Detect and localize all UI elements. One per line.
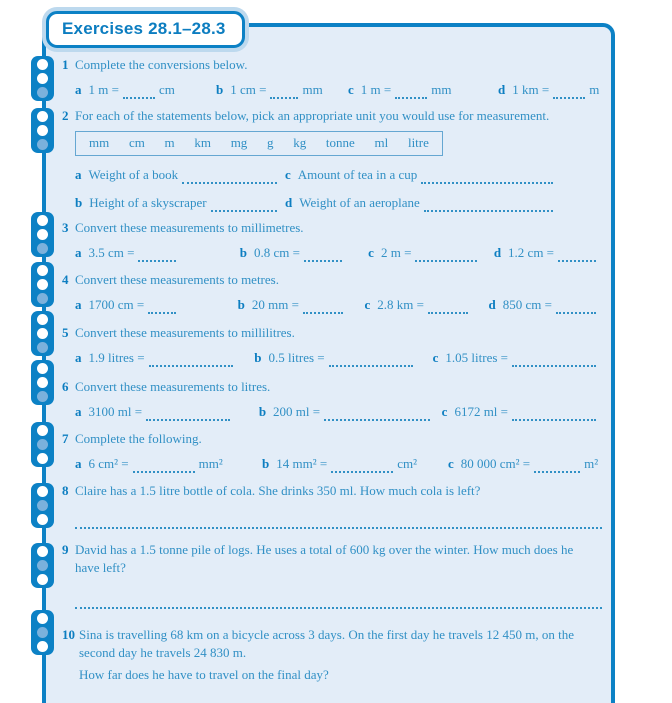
unit-option: mg xyxy=(230,135,248,150)
clip-hole-icon xyxy=(37,425,48,436)
question-text: Convert these measurements to millilitres. xyxy=(75,325,295,340)
clip-hole-icon xyxy=(37,627,48,638)
clip-hole-icon xyxy=(37,314,48,325)
question-text: Convert these measurements to millimetres. xyxy=(75,220,304,235)
clip-hole-icon xyxy=(37,139,48,150)
part-label: b xyxy=(258,404,267,419)
part-unit: mm xyxy=(431,82,452,97)
part-text: 0.5 litres = xyxy=(268,350,325,365)
clip-hole-icon xyxy=(37,546,48,557)
answer-blank xyxy=(331,459,393,473)
clip-hole-icon xyxy=(37,279,48,290)
question-number: 6 xyxy=(62,379,69,394)
part-label: d xyxy=(285,195,293,210)
question-number: 3 xyxy=(62,220,69,235)
part-text: 3100 ml = xyxy=(88,404,143,419)
answer-blank xyxy=(133,459,195,473)
question-number: 1 xyxy=(62,57,69,72)
answer-blank xyxy=(415,248,477,262)
binder-clip xyxy=(31,212,54,257)
part-label: a xyxy=(75,82,82,97)
part-label: b xyxy=(237,297,245,312)
question-2 xyxy=(62,107,600,212)
part-label: c xyxy=(348,82,354,97)
part-text: 2 m = xyxy=(380,245,412,260)
binder-clip xyxy=(31,610,54,655)
page-title xyxy=(46,11,245,48)
part-label: c xyxy=(285,167,291,182)
binder-clip xyxy=(31,360,54,405)
clip-hole-icon xyxy=(37,560,48,571)
answer-blank xyxy=(556,300,596,314)
part-label: b xyxy=(254,350,262,365)
part-text: Height of a skyscraper xyxy=(89,195,207,210)
part-unit: m xyxy=(589,82,600,97)
question-text: Claire has a 1.5 litre bottle of cola. She drinks 350 ml. How much cola is left? xyxy=(75,483,481,498)
part-unit: mm xyxy=(302,82,323,97)
part-label: d xyxy=(498,82,506,97)
clip-hole-icon xyxy=(37,342,48,353)
unit-option: kg xyxy=(293,135,307,150)
part-text: 1.9 litres = xyxy=(88,350,145,365)
part-text: 850 cm = xyxy=(502,297,552,312)
part-label: c xyxy=(364,297,371,312)
question-number: 10 xyxy=(62,627,75,642)
question-3 xyxy=(62,219,600,262)
part-label: a xyxy=(75,456,82,471)
binder-clip xyxy=(31,262,54,307)
clip-hole-icon xyxy=(37,215,48,226)
answer-blank xyxy=(304,248,342,262)
part-label: a xyxy=(75,167,82,182)
binder-clip xyxy=(31,56,54,101)
clip-hole-icon xyxy=(37,439,48,450)
question-text: Convert these measurements to metres. xyxy=(75,272,279,287)
question-number: 4 xyxy=(62,272,69,287)
clip-hole-icon xyxy=(37,73,48,84)
part-unit: m² xyxy=(584,456,599,471)
part-label: b xyxy=(216,82,224,97)
question-5 xyxy=(62,324,600,367)
part-text: 6 cm² = xyxy=(88,456,129,471)
part-unit: mm² xyxy=(198,456,223,471)
clip-hole-icon xyxy=(37,363,48,374)
clip-hole-icon xyxy=(37,293,48,304)
clip-hole-icon xyxy=(37,59,48,70)
clip-hole-icon xyxy=(37,391,48,402)
part-label: d xyxy=(493,245,502,260)
unit-option: ml xyxy=(374,135,389,150)
clip-hole-icon xyxy=(37,500,48,511)
answer-blank xyxy=(558,248,596,262)
answer-line xyxy=(75,595,602,609)
unit-option: km xyxy=(194,135,211,150)
part-label: a xyxy=(75,245,82,260)
clip-hole-icon xyxy=(37,453,48,464)
question-number: 8 xyxy=(62,483,69,498)
part-label: c xyxy=(448,456,454,471)
part-label: b xyxy=(262,456,270,471)
part-text: 1 m = xyxy=(88,82,119,97)
answer-blank xyxy=(182,170,277,184)
part-label: c xyxy=(432,350,439,365)
part-text: 200 ml = xyxy=(273,404,321,419)
answer-blank xyxy=(270,85,298,99)
clip-hole-icon xyxy=(37,111,48,122)
part-text: 1 km = xyxy=(512,82,550,97)
clip-hole-icon xyxy=(37,265,48,276)
binder-clip xyxy=(31,483,54,528)
part-label: c xyxy=(368,245,374,260)
answer-blank xyxy=(146,407,230,421)
answer-blank xyxy=(428,300,468,314)
page-title-text: Exercises 28.1–28.3 xyxy=(62,19,226,38)
answer-blank xyxy=(424,198,553,212)
part-label: a xyxy=(75,297,82,312)
question-7 xyxy=(62,430,600,473)
answer-blank xyxy=(329,353,413,367)
answer-blank xyxy=(148,300,176,314)
answer-blank xyxy=(553,85,585,99)
question-4 xyxy=(62,271,600,314)
question-text: Complete the following. xyxy=(75,431,202,446)
question-text: Sina is travelling 68 km on a bicycle across 3 days. On the first day he travels 12 450 m, on the second day he travels 24 830 m. xyxy=(79,627,574,660)
question-10 xyxy=(62,626,600,684)
clip-hole-icon xyxy=(37,125,48,136)
question-followup-text: How far does he have to travel on the final day? xyxy=(79,667,329,682)
answer-blank xyxy=(395,85,427,99)
part-label: b xyxy=(239,245,247,260)
unit-option: mm xyxy=(89,135,110,150)
part-label: c xyxy=(441,404,448,419)
unit-option: m xyxy=(164,135,175,150)
unit-option: g xyxy=(267,135,274,150)
question-text: Complete the conversions below. xyxy=(75,57,248,72)
part-text: 1.05 litres = xyxy=(445,350,508,365)
answer-blank xyxy=(512,407,596,421)
clip-hole-icon xyxy=(37,229,48,240)
unit-option: cm xyxy=(128,135,145,150)
clip-hole-icon xyxy=(37,87,48,98)
answer-blank xyxy=(512,353,596,367)
unit-option: litre xyxy=(407,135,429,150)
question-number: 5 xyxy=(62,325,69,340)
part-label: b xyxy=(75,195,83,210)
question-number: 9 xyxy=(62,542,69,557)
clip-hole-icon xyxy=(37,613,48,624)
question-number: 7 xyxy=(62,431,69,446)
clip-hole-icon xyxy=(37,486,48,497)
part-text: 6172 ml = xyxy=(454,404,508,419)
question-text: Convert these measurements to litres. xyxy=(75,379,271,394)
part-text: Weight of an aeroplane xyxy=(299,195,420,210)
part-text: 14 mm² = xyxy=(276,456,328,471)
answer-blank xyxy=(534,459,580,473)
part-text: 3.5 cm = xyxy=(88,245,135,260)
answer-blank xyxy=(123,85,155,99)
part-text: 1700 cm = xyxy=(88,297,145,312)
answer-blank xyxy=(211,198,277,212)
answer-blank xyxy=(149,353,233,367)
unit-option: tonne xyxy=(325,135,355,150)
part-text: 1 m = xyxy=(360,82,392,97)
question-1 xyxy=(62,56,600,99)
question-6 xyxy=(62,378,600,421)
clip-hole-icon xyxy=(37,514,48,525)
answer-line xyxy=(75,515,602,529)
part-label: a xyxy=(75,350,82,365)
clip-hole-icon xyxy=(37,574,48,585)
answer-blank xyxy=(324,407,430,421)
clip-hole-icon xyxy=(37,243,48,254)
answer-blank xyxy=(303,300,343,314)
binder-clip xyxy=(31,311,54,356)
part-text: Weight of a book xyxy=(88,167,179,182)
part-text: 20 mm = xyxy=(251,297,299,312)
part-text: 1.2 cm = xyxy=(508,245,555,260)
binder-clip xyxy=(31,422,54,467)
binder-clip xyxy=(31,543,54,588)
question-text: For each of the statements below, pick an appropriate unit you would use for measurement. xyxy=(75,108,550,123)
part-label: d xyxy=(488,297,496,312)
part-text: 0.8 cm = xyxy=(253,245,300,260)
part-text: 2.8 km = xyxy=(377,297,424,312)
clip-hole-icon xyxy=(37,641,48,652)
part-unit: cm xyxy=(158,82,175,97)
part-text: 80 000 cm² = xyxy=(460,456,531,471)
question-9 xyxy=(62,541,600,577)
question-number: 2 xyxy=(62,108,69,123)
part-unit: cm² xyxy=(397,456,417,471)
question-text: David has a 1.5 tonne pile of logs. He uses a total of 600 kg over the winter. How much does he have left? xyxy=(75,542,574,575)
clip-hole-icon xyxy=(37,328,48,339)
part-text: 1 cm = xyxy=(230,82,267,97)
part-label: a xyxy=(75,404,82,419)
unit-choices-box xyxy=(75,131,443,156)
answer-blank xyxy=(421,170,553,184)
part-text: Amount of tea in a cup xyxy=(297,167,418,182)
answer-blank xyxy=(138,248,176,262)
question-8 xyxy=(62,482,600,500)
clip-hole-icon xyxy=(37,377,48,388)
binder-clip xyxy=(31,108,54,153)
